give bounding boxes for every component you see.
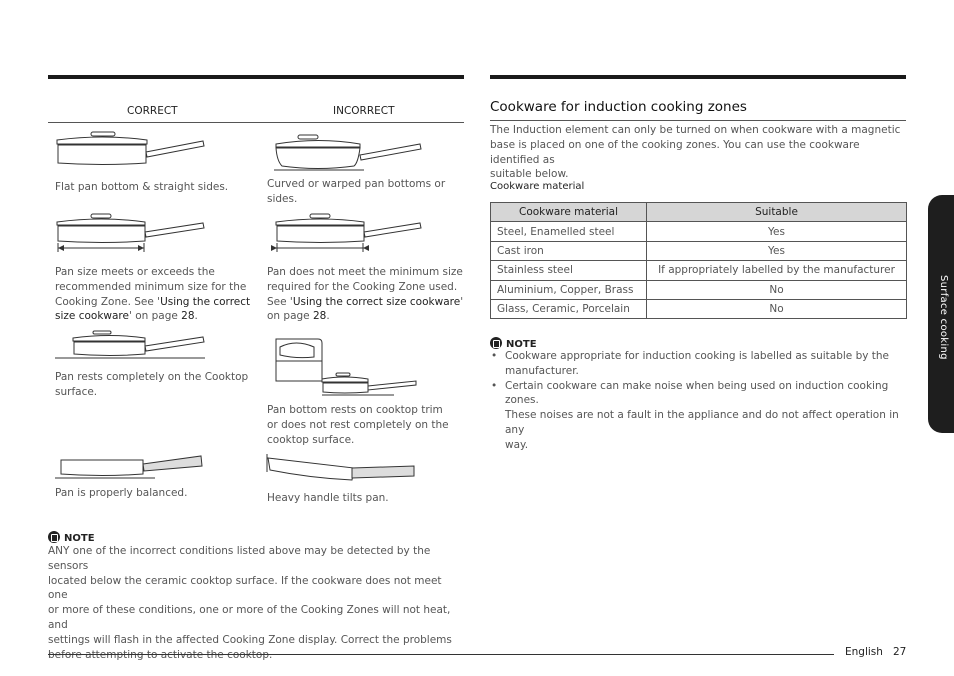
cookware-table bbox=[490, 202, 907, 319]
note-bullet bbox=[505, 379, 910, 453]
correct-2-line: recommended minimum size for the bbox=[55, 280, 247, 293]
intro-line: base is placed on one of the cooking zones. You can use the cookware identified as bbox=[490, 138, 860, 166]
intro-paragraph bbox=[490, 123, 910, 182]
left-top-rule bbox=[48, 75, 464, 79]
correct-2-line bbox=[55, 309, 250, 324]
incorrect-1-line: Curved or warped pan bottoms or bbox=[267, 178, 446, 190]
size-pan-illustration bbox=[55, 212, 215, 262]
text-fragment: . bbox=[194, 310, 198, 323]
incorrect-3-line: Pan bottom rests on cooktop trim bbox=[267, 404, 443, 416]
table-row bbox=[491, 222, 907, 241]
text-fragment: Cooking Zone. See ' bbox=[55, 295, 161, 308]
balanced-pan-illustration bbox=[55, 454, 215, 484]
incorrect-3-line: cooktop surface. bbox=[267, 433, 355, 446]
flat-pan-illustration bbox=[55, 130, 215, 175]
table-row bbox=[491, 241, 907, 260]
bullet-line: These noises are not a fault in the appliance and do not affect operation in any bbox=[505, 409, 899, 436]
note-bullet bbox=[505, 349, 910, 379]
note-icon bbox=[48, 531, 60, 543]
note-line: settings will flash in the affected Cooking Zone display. Correct the problems bbox=[48, 633, 452, 646]
footer-language: English bbox=[845, 646, 883, 658]
suitable-cell: Yes bbox=[647, 241, 907, 260]
bullet-line: • Certain cookware can make noise when being used on induction cooking zones. bbox=[505, 379, 889, 407]
material-cell: Cast iron bbox=[491, 241, 647, 260]
table-header-row bbox=[491, 203, 907, 222]
material-cell: Steel, Enamelled steel bbox=[491, 222, 647, 241]
note-line: ANY one of the incorrect conditions listed above may be detected by the sensors bbox=[48, 545, 431, 572]
text-fragment: ' on page bbox=[128, 310, 182, 323]
correct-2-text bbox=[55, 265, 250, 324]
section-side-tab bbox=[928, 195, 954, 433]
incorrect-1-line: sides. bbox=[267, 192, 298, 205]
table-header-cell: Suitable bbox=[647, 203, 907, 222]
incorrect-4-text: Heavy handle tilts pan. bbox=[267, 492, 389, 504]
table-row bbox=[491, 261, 907, 280]
suitable-cell: No bbox=[647, 299, 907, 318]
text-fragment: on page bbox=[267, 310, 313, 323]
curved-pan-illustration bbox=[274, 133, 434, 178]
correct-4-text: Pan is properly balanced. bbox=[55, 487, 188, 499]
incorrect-2-line: required for the Cooking Zone used. bbox=[267, 280, 458, 293]
correct-2-line: Pan size meets or exceeds the bbox=[55, 266, 215, 278]
right-top-rule bbox=[490, 75, 906, 79]
incorrect-2-line: Pan does not meet the minimum size bbox=[267, 266, 463, 278]
trim-pan-illustration bbox=[274, 337, 424, 397]
header-rule bbox=[48, 122, 464, 123]
table-row bbox=[491, 280, 907, 299]
incorrect-2-line bbox=[267, 295, 463, 310]
section-heading: Cookware for induction cooking zones bbox=[490, 99, 747, 115]
text-fragment: ' bbox=[460, 295, 464, 308]
incorrect-3-text bbox=[267, 403, 449, 447]
correct-3-line: surface. bbox=[55, 385, 98, 398]
incorrect-1-text bbox=[267, 177, 445, 207]
note-label: NOTE bbox=[506, 339, 537, 350]
incorrect-header: INCORRECT bbox=[333, 105, 395, 117]
bullet-line: • Cookware appropriate for induction cooking is labelled as suitable by the bbox=[505, 350, 890, 362]
incorrect-2-line bbox=[267, 309, 463, 324]
table-subheading: Cookware material bbox=[490, 181, 585, 192]
incorrect-3-line: or does not rest completely on the bbox=[267, 418, 449, 431]
note-icon bbox=[490, 337, 502, 349]
correct-3-text bbox=[55, 370, 248, 400]
small-pan-illustration bbox=[274, 212, 434, 262]
table-row bbox=[491, 299, 907, 318]
suitable-cell: No bbox=[647, 280, 907, 299]
note-line: or more of these conditions, one or more of the Cooking Zones will not heat, and bbox=[48, 604, 451, 631]
intro-line: The Induction element can only be turned on when cookware with a magnetic bbox=[490, 124, 901, 136]
cross-reference-link[interactable]: Using the correct bbox=[160, 295, 251, 308]
suitable-cell: Yes bbox=[647, 222, 907, 241]
correct-3-line: Pan rests completely on the Cooktop bbox=[55, 371, 249, 383]
side-tab-label: Surface cooking bbox=[938, 275, 949, 360]
left-note-heading bbox=[48, 526, 95, 545]
footer-rule bbox=[48, 654, 834, 655]
page-reference-link[interactable]: 28 bbox=[312, 310, 327, 323]
correct-1-text: Flat pan bottom & straight sides. bbox=[55, 181, 229, 193]
text-fragment: See ' bbox=[267, 295, 293, 308]
table-header-cell: Cookware material bbox=[491, 203, 647, 222]
note-label: NOTE bbox=[64, 533, 95, 544]
bullet-line: manufacturer. bbox=[505, 364, 579, 377]
resting-pan-illustration bbox=[55, 329, 225, 364]
right-note-list bbox=[490, 349, 910, 453]
correct-2-line bbox=[55, 295, 250, 310]
intro-line: suitable below. bbox=[490, 168, 569, 181]
material-cell: Aluminium, Copper, Brass bbox=[491, 280, 647, 299]
left-note-body bbox=[48, 544, 464, 662]
incorrect-2-text bbox=[267, 265, 463, 324]
page-number: 27 bbox=[893, 646, 907, 658]
material-cell: Glass, Ceramic, Porcelain bbox=[491, 299, 647, 318]
cross-reference-link[interactable]: size cookware bbox=[55, 310, 129, 323]
heading-rule bbox=[490, 120, 906, 121]
material-cell: Stainless steel bbox=[491, 261, 647, 280]
page-reference-link[interactable]: 28 bbox=[181, 310, 195, 323]
tilted-pan-illustration bbox=[266, 452, 426, 487]
bullet-line: way. bbox=[505, 438, 529, 451]
cross-reference-link[interactable]: Using the correct size cookware bbox=[292, 295, 461, 308]
correct-header: CORRECT bbox=[127, 105, 178, 117]
note-line: located below the ceramic cooktop surface. If the cookware does not meet one bbox=[48, 574, 442, 602]
suitable-cell: If appropriately labelled by the manufacturer bbox=[647, 261, 907, 280]
text-fragment: . bbox=[326, 310, 330, 323]
